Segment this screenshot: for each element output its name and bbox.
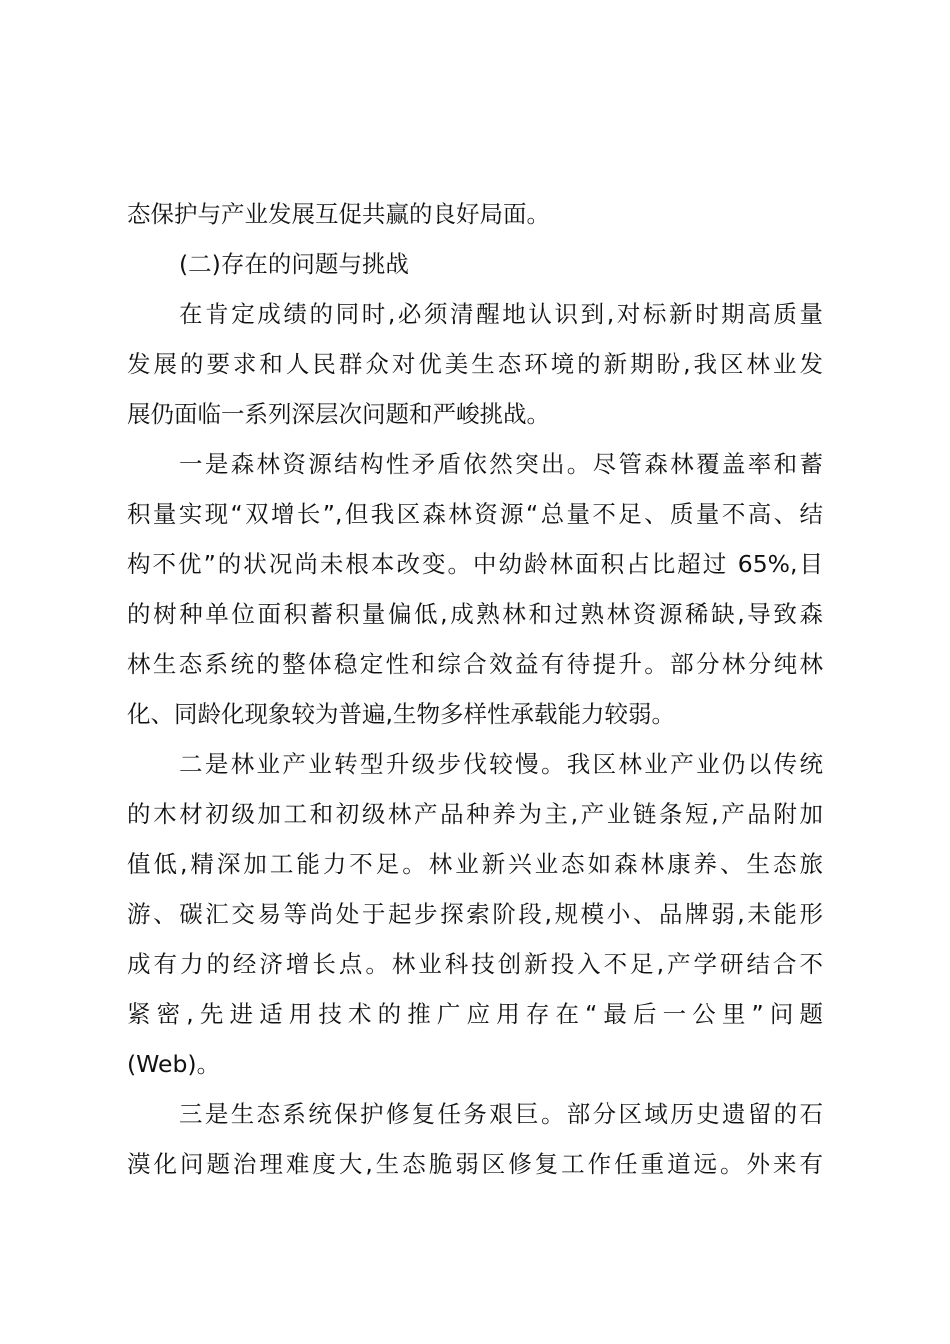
text-line-9: 的树种单位面积蓄积量偏低,成熟林和过熟林资源稀缺,导致森: [127, 600, 823, 628]
text-line-11: 化、同龄化现象较为普遍,生物多样性承载能力较弱。: [127, 700, 675, 728]
text-line-16: 成有力的经济增长点。林业科技创新投入不足,产学研结合不: [127, 950, 823, 978]
text-line-12: 二是林业产业转型升级步伐较慢。我区林业产业仍以传统: [179, 750, 823, 778]
text-line-13: 的木材初级加工和初级林产品种养为主,产业链条短,产品附加: [127, 800, 823, 828]
text-line-17: 紧密,先进适用技术的推广应用存在“最后一公里”问题: [127, 1000, 823, 1028]
text-line-8: 构不优”的状况尚未根本改变。中幼龄林面积占比超过 65%,目: [127, 550, 823, 578]
text-line-14: 值低,精深加工能力不足。林业新兴业态如森林康养、生态旅: [127, 850, 823, 878]
text-line-15: 游、碳汇交易等尚处于起步探索阶段,规模小、品牌弱,未能形: [127, 900, 823, 928]
text-line-3: 在肯定成绩的同时,必须清醒地认识到,对标新时期高质量: [179, 300, 823, 328]
text-line-20: 漠化问题治理难度大,生态脆弱区修复工作任重道远。外来有: [127, 1150, 823, 1178]
text-line-5: 展仍面临一系列深层次问题和严峻挑战。: [127, 400, 550, 428]
text-line-7: 积量实现“双增长”,但我区森林资源“总量不足、质量不高、结: [127, 500, 823, 528]
text-line-19: 三是生态系统保护修复任务艰巨。部分区域历史遗留的石: [179, 1100, 823, 1128]
text-line-18: (Web)。: [127, 1050, 221, 1078]
text-line-10: 林生态系统的整体稳定性和综合效益有待提升。部分林分纯林: [127, 650, 823, 678]
text-line-6: 一是森林资源结构性矛盾依然突出。尽管森林覆盖率和蓄: [179, 450, 823, 478]
section-heading: (二)存在的问题与挑战: [179, 250, 409, 278]
text-line-4: 发展的要求和人民群众对优美生态环境的新期盼,我区林业发: [127, 350, 823, 378]
text-line-1: 态保护与产业发展互促共赢的良好局面。: [127, 200, 550, 228]
